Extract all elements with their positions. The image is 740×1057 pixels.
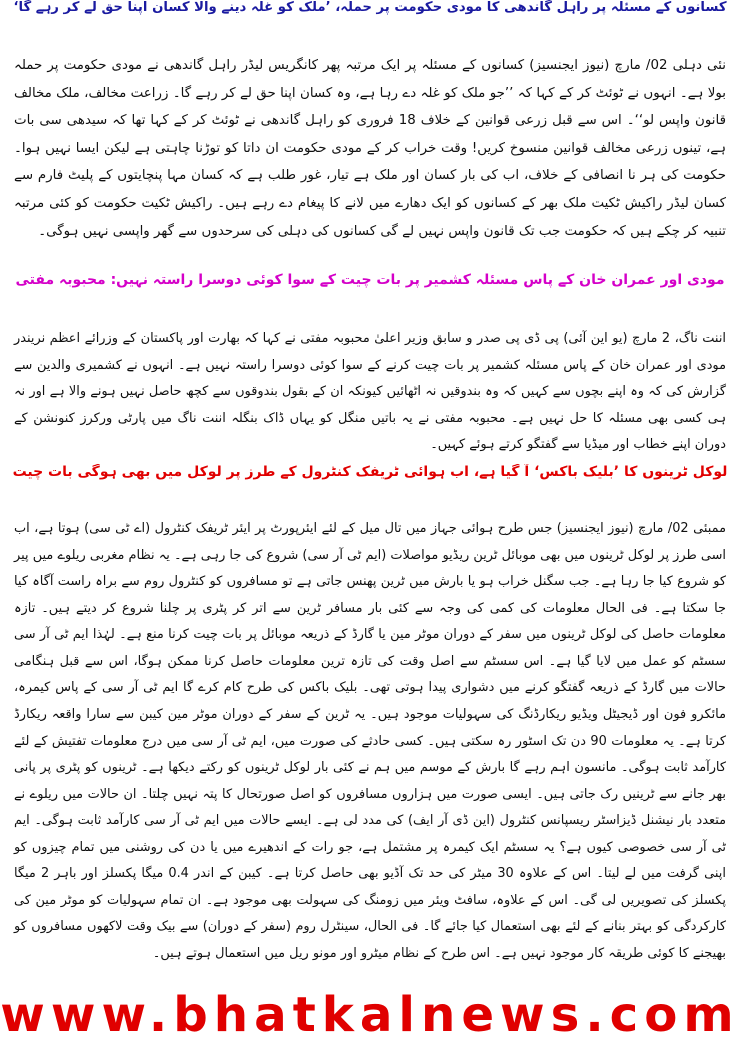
- headline-local-train-black-box: لوکل ٹرینوں کا ’بلیک باکس‘ آ گیا ہے، اب ہوائی ٹریفک کنٹرول کے طرز پر لوکل میں بھی ہوگی بات چیت: [12, 464, 728, 480]
- article-body-kashmir: اننت ناگ، 2 مارچ (یو این آئی) پی ڈی پی صدر و سابق وزیر اعلیٰ محبوبہ مفتی نے کہا کہ بھارت اور پاکستان کے وزرائے اعظم نریندر مودی اور عمران خان کے پاس مسئلہ کشمیر پر بات چیت کرنے کے سوا کوئی دوسرا راستہ نہیں ہے۔ انہوں نے کشمیری والدین سے گزارش کی کہ وہ اپنے بچوں سے کہیں کہ وہ بندوقیں نہ اٹھائیں کیونکہ ان کے بقول بندوقوں سے کچھ حاصل نہیں ہونے والا ہے اور نہ ہی کسی بھی مسئلہ کا حل نہیں ہے۔ محبوبہ مفتی نے یہ باتیں منگل کو یہاں ڈاک بنگلہ اننت ناگ میں پارٹی ورکرز کنونشن کے دوران اپنے خطاب اور میڈیا سے گفتگو کرتے ہوئے کہیں۔: [14, 331, 726, 453]
- headline-farmers-rahul-gandhi: کسانوں کے مسئلہ پر راہل گاندھی کا مودی حکومت پر حملہ، ’ملک کو غلہ دینے والا کسان اپنا حق لے کر رہے گا‘: [13, 0, 727, 15]
- article-body-farmers: نئی دہلی 02/ مارچ (نیوز ایجنسیز) کسانوں کے مسئلہ پر ایک مرتبہ پھر کانگریس لیڈر راہل گاندھی نے مودی حکومت پر حملہ بولا ہے۔ انہوں نے ٹوئٹ کر کے کہا کہ ’’جو ملک کو غلہ دے رہا ہے، وہ کسان اپنا حق لے کر رہے گا۔ زراعت مخالف، ملک مخالف قانون واپس لو‘‘۔ اس سے قبل زرعی قوانین کے خلاف 18 فروری کو راہل گاندھی نے ٹوئٹ کر کے کہا تھا کہ سیدھی سی بات ہے، تینوں زرعی مخالف قوانین منسوخ کریں! وقت خراب کر کے مودی حکومت ان داتا کو توڑنا چاہتی ہے لیکن ایسا نہیں ہوا۔ حکومت کی ہر نا انصافی کے خلاف، اب کی بار کسان اور ملک ہے تیار، غور طلب ہے کہ کسان مہا پنچایتوں کے پلیٹ فارم سے کسان لیڈر راکیش ٹکیت ملک بھر کے کسانوں کو ایک دھارے میں لانے کا پیغام دے رہے ہیں۔ راکیش ٹکیت حکومت کو کئی مرتبہ تنبیہ کر چکے ہیں کہ حکومت جب تک قانون واپس نہیں لے گی کسانوں کی دہلی کی سرحدوں سے گھر واپسی نہیں ہوگی۔: [14, 58, 726, 239]
- headline-kashmir-mehbooba-mufti: مودی اور عمران خان کے پاس مسئلہ کشمیر پر بات چیت کے سوا کوئی دوسرا راستہ نہیں: محبوبہ مفتی: [15, 272, 725, 288]
- article-body-local-trains: ممبئی 02/ مارچ (نیوز ایجنسیز) جس طرح ہوائی جہاز میں تال میل کے لئے ایئرپورٹ پر ایئر ٹریفک کنٹرول (اے ٹی سی) ہوتا ہے، اب اسی طرز پر لوکل ٹرینوں میں بھی موبائل ٹرین ریڈیو مواصلات (ایم ٹی آر سی) شروع کی جا رہی ہے۔ یہ نظام مغربی ریلوے میں پیر کو شروع کیا جا رہا ہے۔ جب سگنل خراب ہو یا بارش میں ٹرین پھنس جاتی ہے تو مسافروں کو کنٹرول روم سے براہ راست آگاہ کیا جا سکتا ہے۔ فی الحال معلومات کی کمی کی وجہ سے کئی بار مسافر ٹرین سے اتر کر پٹری پر چلنا شروع کر دیتے ہیں۔ تازہ معلومات حاصل کی لوکل ٹرینوں میں سفر کے دوران موٹر مین یا گارڈ کے ذریعہ موبائل پر بات چیت کرنا منع ہے۔ لہٰذا ایم ٹی آر سی سسٹم کو عمل میں لایا گیا ہے۔ اس سسٹم سے اصل وقت کی تازہ ترین معلومات حاصل کرنا ممکن ہوگا، اس سے قبل ہنگامی حالات میں گارڈ کے ذریعہ گفتگو کرنے میں دشواری پیدا ہوتی تھی۔ بلیک باکس کی طرح کام کرے گا ایم ٹی آر سی کے پاس کیمرہ، مائکرو فون اور ڈیجیٹل ویڈیو ریکارڈنگ کی سہولیات موجود ہیں۔ یہ ٹرین کے سفر کے دوران موٹر مین کیبن سے سارا واقعہ ریکارڈ کرتا ہے۔ یہ معلومات 90 دن تک اسٹور رہ سکتی ہیں۔ کسی حادثے کی صورت میں، ایم ٹی آر سی میں درج معلومات تفتیش کے لئے کارآمد ثابت ہوگی۔ مانسون اہم رہے گا بارش کے موسم میں ہم نے کئی بار لوکل ٹرینوں کو رکتے دیکھا ہے۔ ٹرینوں کو پٹری پر پانی بھر جانے سے ٹرینیں رک جاتی ہیں۔ ایسی صورت میں ہزاروں مسافروں کو اصل صورتحال کا پتہ نہیں چلتا۔ ان حالات میں ریلوے نے متعدد بار نیشنل ڈیزاسٹر ریسپانس کنٹرول (این ڈی آر ایف) کی مدد لی ہے۔ ایسے حالات میں ایم ٹی آر سی کارآمد ثابت ہوگی۔ ایم ٹی آر سی خصوصی کیوں ہے؟ یہ سسٹم ایک کیمرہ پر مشتمل ہے، جو رات کے اندھیرے میں یا دن کی روشنی میں تمام چیزوں کو اپنی گرفت میں لے لیتا۔ اس کے علاوہ 30 میٹر کی حد تک آڈیو بھی حاصل کرتا ہے۔ کیبن کے اندر 0.4 میگا پکسلز اور باہر 2 میگا پکسلز کی تصویریں لی گی۔ اس کے علاوہ، سافٹ ویئر میں زومنگ کی سہولت بھی موجود ہے۔ ان تمام سہولیات کو موٹر مین کی کارکردگی کو بہتر بنانے کے لئے بھی استعمال کیا جائے گا۔ فی الحال، سینٹرل روم (سفر کے دوران) سے بیک وقت لاکھوں مسافروں کو بھیجنے کا کوئی طریقہ کار موجود نہیں ہے۔ اس طرح کے نظام میٹرو اور مونو ریل میں استعمال ہوتے ہیں۔: [14, 521, 726, 961]
- website-url: www.bhatkalnews.com: [0, 987, 740, 1043]
